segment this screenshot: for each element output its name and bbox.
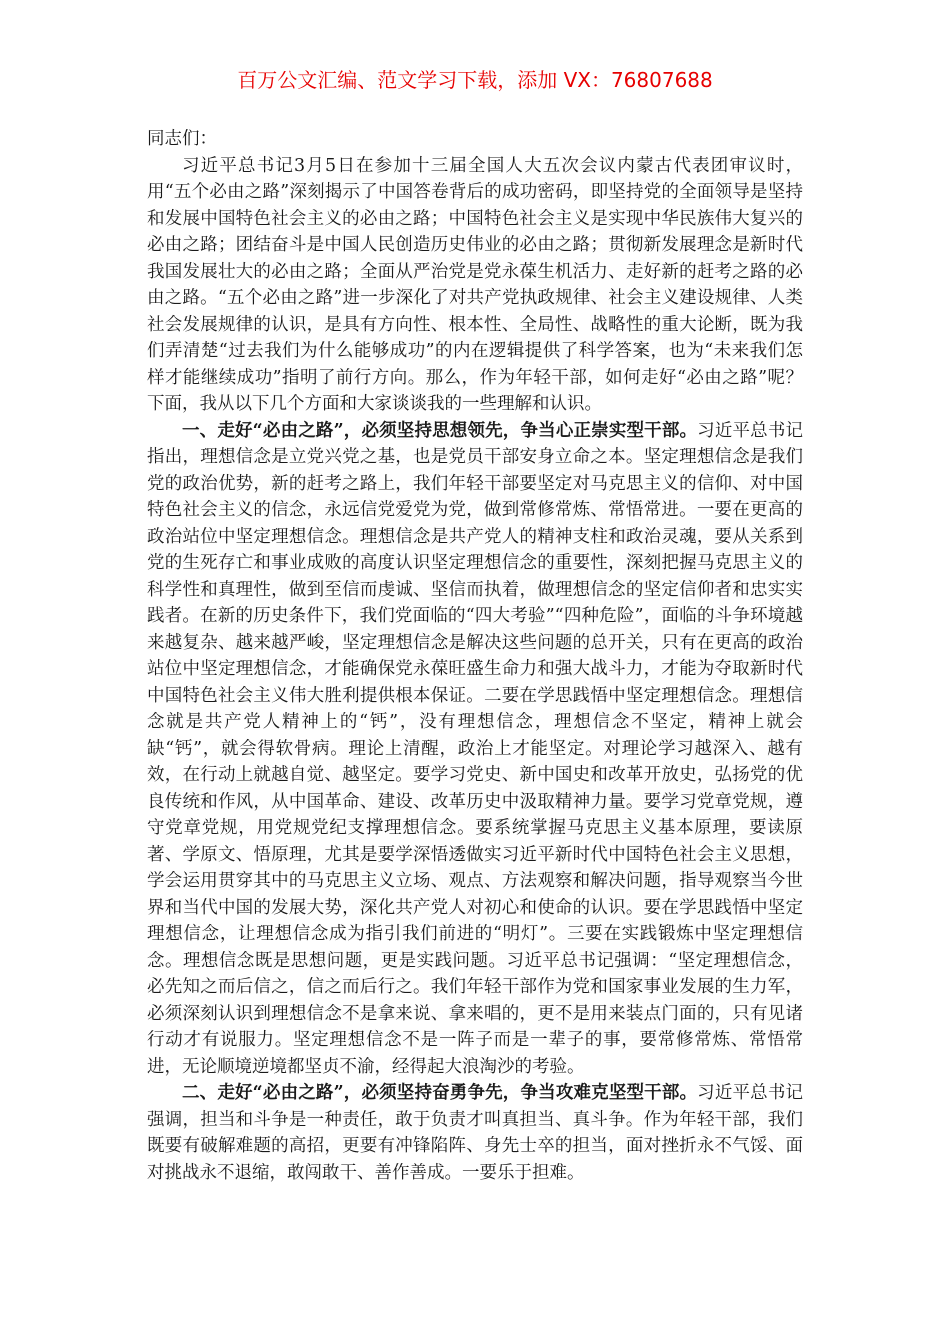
intro-paragraph: 习近平总书记3月5日在参加十三届全国人大五次会议内蒙古代表团审议时，用“五个必由之路”深刻揭示了中国答卷背后的成功密码，即坚持党的全面领导是坚持和发展中国特色社会主义的必由之路；中国特色社会主义是实现中华民族伟大复兴的必由之路；团结奋斗是中国人民创造历史伟业的必由之路；贯彻新发展理念是新时代我国发展壮大的必由之路；全面从严治党是党永葆生机活力、走好新的赶考之路的必由之路。“五个必由之路”进一步深化了对共产党执政规律、社会主义建设规律、人类社会发展规律的认识，是具有方向性、根本性、全局性、战略性的重大论断，既为我们弄清楚“过去我们为什么能够成功”的内在逻辑提供了科学答案，也为“未来我们怎样才能继续成功”指明了前行方向。那么，作为年轻干部，如何走好“必由之路”呢？下面，我从以下几个方面和大家谈谈我的一些理解和认识。 [147, 155, 803, 414]
section-2-heading: 二、走好“必由之路”，必须坚持奋勇争先，争当攻难克坚型干部。 [182, 1083, 698, 1103]
salutation: 同志们： [147, 129, 217, 149]
header-banner: 百万公文汇编、范文学习下载，添加 VX：76807688 [237, 68, 713, 92]
section-2-paragraph [147, 1080, 803, 1186]
section-2-text: 习近平总书记强调，担当和斗争是一种责任，敢于负责才叫真担当、真斗争。作为年轻干部，我们既要有破解难题的高招，更要有冲锋陷阵、身先士卒的担当，面对挫折永不气馁、面对挑战永不退缩，敢闯敢干、善作善成。一要乐于担难。 [147, 1083, 803, 1183]
section-1-text: 习近平总书记指出，理想信念是立党兴党之基，也是党员干部安身立命之本。坚定理想信念是我们党的政治优势，新的赶考之路上，我们年轻干部要坚定对马克思主义的信仰、对中国特色社会主义的信念，永远信党爱党为党，做到常修常炼、常悟常进。一要在更高的政治站位中坚定理想信念。理想信念是共产党人的精神支柱和政治灵魂，要从关系到党的生死存亡和事业成败的高度认识坚定理想信念的重要性，深刻把握马克思主义的科学性和真理性，做到至信而虔诚、坚信而执着，做理想信念的坚定信仰者和忠实实践者。在新的历史条件下，我们党面临的“四大考验”“四种危险”，面临的斗争环境越来越复杂、越来越严峻，坚定理想信念是解决这些问题的总开关，只有在更高的政治站位中坚定理想信念，才能确保党永葆旺盛生命力和强大战斗力，才能为夺取新时代中国特色社会主义伟大胜利提供根本保证。二要在学思践悟中坚定理想信念。理想信念就是共产党人精神上的“钙”，没有理想信念，理想信念不坚定，精神上就会缺“钙”，就会得软骨病。理论上清醒，政治上才能坚定。对理论学习越深入、越有效，在行动上就越自觉、越坚定。要学习党史、新中国史和改革开放史，弘扬党的优良传统和作风，从中国革命、建设、改革历史中汲取精神力量。要学习党章党规，遵守党章党规，用党规党纪支撑理想信念。要系统掌握马克思主义基本原理，要读原著、学原文、悟原理，尤其是要学深悟透做实习近平新时代中国特色社会主义思想，学会运用贯穿其中的马克思主义立场、观点、方法观察和解决问题，指导观察当今世界和当代中国的发展大势，深化共产党人对初心和使命的认识。要在学思践悟中坚定理想信念，让理想信念成为指引我们前进的“明灯”。三要在实践锻炼中坚定理想信念。理想信念既是思想问题，更是实践问题。习近平总书记强调：“坚定理想信念，必先知之而后信之，信之而后行之。我们年轻干部作为党和国家事业发展的生力军，必须深刻认识到理想信念不是拿来说、拿来唱的，更不是用来装点门面的，只有见诸行动才有说服力。坚定理想信念不是一阵子而是一辈子的事，要常修常炼、常悟常进，无论顺境逆境都坚贞不渝，经得起大浪淘沙的考验。 [147, 420, 803, 1077]
speech-body [147, 126, 803, 1186]
section-1-heading: 一、走好“必由之路”，必须坚持思想领先，争当心正崇实型干部。 [182, 420, 698, 441]
section-1-paragraph [147, 418, 803, 1081]
